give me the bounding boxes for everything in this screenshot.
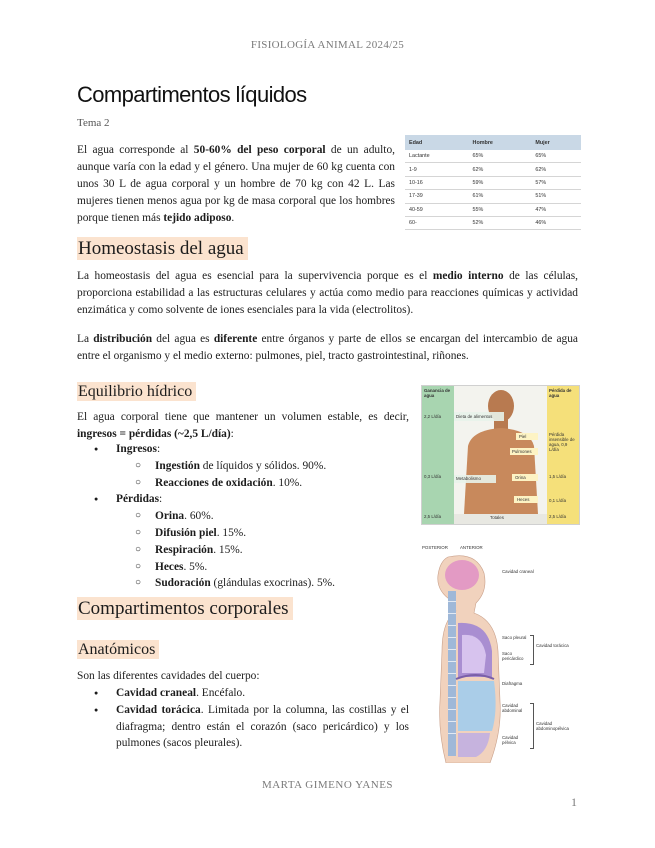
list-item: ● Cavidad craneal. Encéfalo. xyxy=(77,685,409,702)
page-title: Compartimentos líquidos xyxy=(77,82,307,107)
table-row: 1-9 62% 62% xyxy=(405,163,581,176)
list-item: ● Cavidad torácica. Limitada por la columna, las costillas y el diafragma; dentro están el corazón (saco pericárdico) y los pulmones (sacos pleurales). xyxy=(77,702,409,752)
list-item: ○ Ingestión de líquidos y sólidos. 90%. xyxy=(77,458,409,475)
list-item: ○ Reacciones de oxidación. 10%. xyxy=(77,475,409,492)
page-number: 1 xyxy=(571,795,577,809)
human-torso-illustration xyxy=(454,386,547,514)
list-item: ○ Orina. 60%. xyxy=(77,508,409,525)
water-balance-figure: Ganancia de agua Pérdida de agua 2,2 L/día 0,3 L/día 2,5 L/día Dieta de alimentos Metabolismo Piel Pulmones Orina Heces Pérdida insensible de agua, 0,9 L/día 1,5 L/día 0,1 L/día 2,5 L/día Totales xyxy=(421,385,580,525)
gain-column xyxy=(422,386,454,524)
table-header: Hombre xyxy=(469,135,532,150)
subsection-heading-anatomicos: Anatómicos xyxy=(77,641,159,659)
list-item: ○ Heces. 5%. xyxy=(77,559,409,576)
section-heading-equilibrio: Equilibrio hídrico xyxy=(77,383,196,401)
table-header: Edad xyxy=(405,135,469,150)
list-item: ● Pérdidas: xyxy=(77,491,409,508)
intro-paragraph: El agua corresponde al 50-60% del peso corporal de un adulto, aunque varía con la edad y el género. Una mujer de 60 kg cuenta con unos 30 L de agua corporal y un hombre de 70 kg con 42 L. Las mujeres tienen menos agua por kg de masa corporal que los hombres porque tienen más tejido adiposo. xyxy=(77,144,395,224)
homeostasis-paragraph-2: La distribución del agua es diferente entre órganos y parte de ellos se encargan del intercambio de agua entre el organismo y el medio externo: pulmones, piel, tracto gastrointestinal, riñones. xyxy=(77,333,578,362)
table-row: 17-39 61% 51% xyxy=(405,190,581,203)
page-header: FISIOLOGÍA ANIMAL 2024/25 xyxy=(250,39,405,51)
loss-column xyxy=(547,386,579,524)
homeostasis-paragraph-1: La homeostasis del agua es esencial para la supervivencia porque es el medio interno de las células, proporciona estabilidad a las estructuras celulares y actúa como medio para reacciones químicas y actividad enzimática y como solvente de iones esenciales para la vida (electrolitos). xyxy=(77,270,579,316)
list-item: ● Ingresos: xyxy=(77,441,409,458)
table-row: Lactante 65% 65% xyxy=(405,150,581,163)
water-by-age-table xyxy=(405,135,581,230)
table-row: 10-16 59% 57% xyxy=(405,176,581,189)
table-header: Mujer xyxy=(531,135,581,150)
compartimentos-intro: Son las diferentes cavidades del cuerpo: xyxy=(77,670,260,682)
body-cavities-illustration xyxy=(418,551,508,763)
list-item: ○ Difusión piel. 15%. xyxy=(77,525,409,542)
section-heading-compartimentos: Compartimentos corporales xyxy=(77,598,293,620)
page-subtitle: Tema 2 xyxy=(77,117,110,129)
table-row: 40-59 55% 47% xyxy=(405,203,581,216)
balance-list xyxy=(77,441,409,592)
cavities-list xyxy=(77,685,409,752)
list-item: ○ Sudoración (glándulas exocrinas). 5%. xyxy=(77,575,409,592)
table-row: 60- 52% 46% xyxy=(405,216,581,229)
body-cavities-figure: POSTERIOR ANTERIOR Cavidad craneal Saco pleural Saco pericárdico Diafragma Cavidad abdominal Cavidad pélvica Cavidad torácica Cavidad abdominopélvica xyxy=(418,543,580,763)
list-item: ○ Respiración. 15%. xyxy=(77,542,409,559)
page-footer: MARTA GIMENO YANES xyxy=(261,779,394,791)
equilibrio-paragraph: El agua corporal tiene que mantener un volumen estable, es decir, ingresos = pérdidas (~2,5 L/día): xyxy=(77,411,409,440)
section-heading-homeostasis: Homeostasis del agua xyxy=(77,238,248,260)
